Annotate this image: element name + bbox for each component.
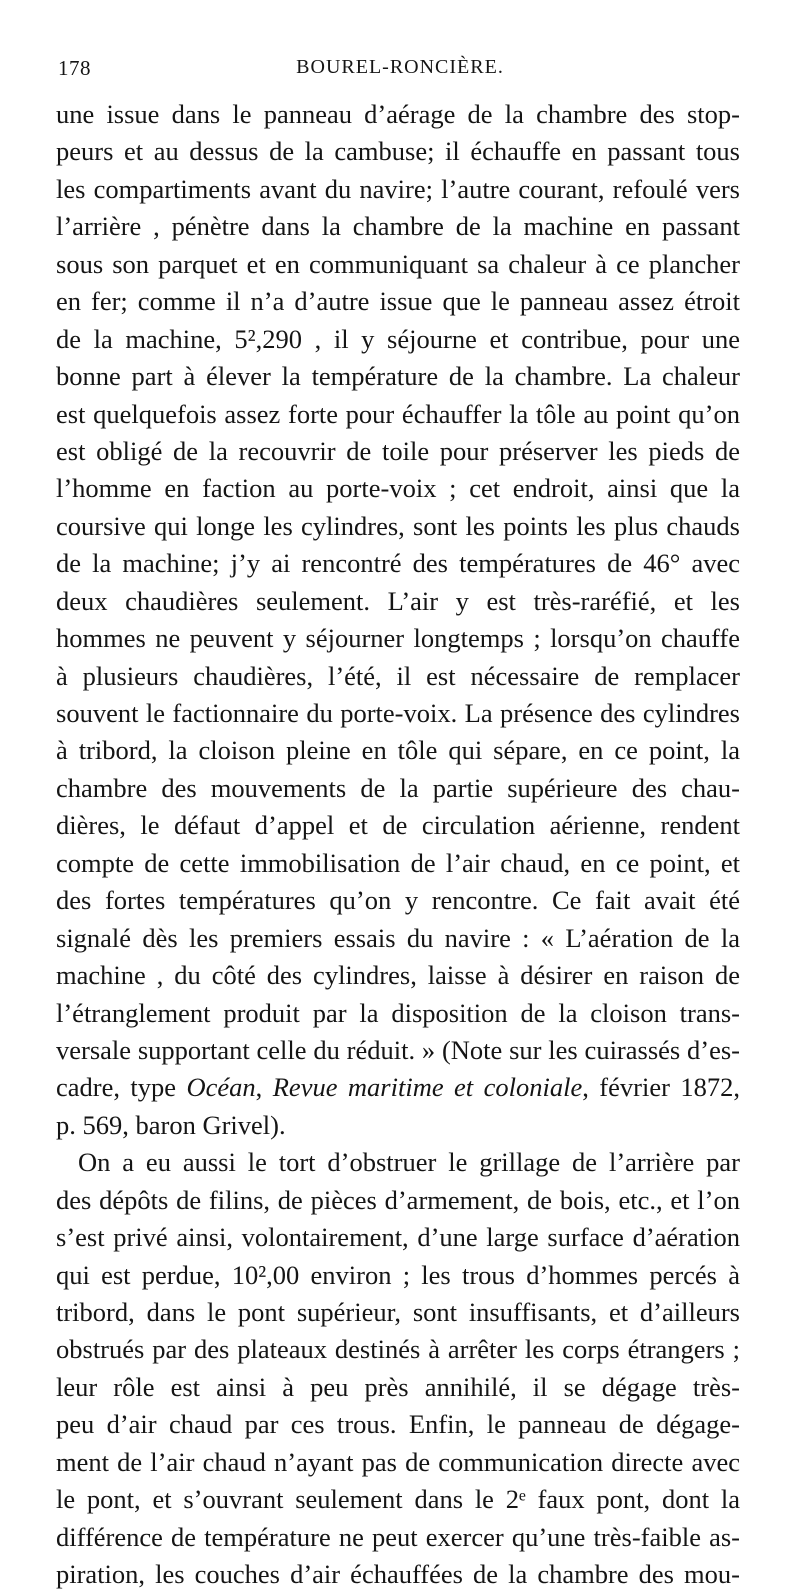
text-line: deux chaudières seulement. L’air y est très-raréfié, et les xyxy=(56,585,740,616)
text-run: , xyxy=(255,1072,273,1103)
text-line: de la machine, 5²,290 , il y séjourne et contribue, pour une xyxy=(56,323,740,354)
text-line: obstrués par des plateaux destinés à arrêter les corps étrangers ; xyxy=(56,1334,740,1365)
text-line: versale supportant celle du réduit. » (Note sur les cuirassés d’es- xyxy=(56,1034,740,1065)
text-line: le pont, et s’ouvrant seulement dans le 2ᵉ faux pont, dont la xyxy=(56,1484,740,1515)
body-text xyxy=(56,96,740,1594)
text-line: bonne part à élever la température de la chambre. La chaleur xyxy=(56,361,740,392)
page-number: 178 xyxy=(58,56,91,80)
text-line: de la machine; j’y ai rencontré des températures de 46° avec xyxy=(56,548,740,579)
paragraph-1 xyxy=(56,96,740,1069)
text-line: les compartiments avant du navire; l’autre courant, refoulé vers xyxy=(56,173,740,204)
text-line: à plusieurs chaudières, l’été, il est nécessaire de remplacer xyxy=(56,660,740,691)
text-line: l’étranglement produit par la disposition de la cloison trans- xyxy=(56,997,740,1028)
text-line: l’homme en faction au porte-voix ; cet endroit, ainsi que la xyxy=(56,473,740,504)
text-line: en fer; comme il n’a d’autre issue que le panneau assez étroit xyxy=(56,286,740,317)
text-line: hommes ne peuvent y séjourner longtemps ; lorsqu’on chauffe xyxy=(56,623,740,654)
text-line: p. 569, baron Grivel). xyxy=(56,1109,286,1140)
text-line: s’est privé ainsi, volontairement, d’une large surface d’aération xyxy=(56,1222,740,1253)
text-line: une issue dans le panneau d’aérage de la chambre des stop- xyxy=(56,99,740,129)
running-head: BOUREL-RONCIÈRE. xyxy=(296,56,504,78)
text-line: leur rôle est ainsi à peu près annihilé, il se dégage très- xyxy=(56,1371,740,1402)
text-line: dières, le défaut d’appel et de circulation aérienne, rendent xyxy=(56,810,740,841)
text-line: compte de cette immobilisation de l’air chaud, en ce point, et xyxy=(56,847,740,878)
text-line: signalé dès les premiers essais du navire : « L’aération de la xyxy=(56,922,740,953)
page-header xyxy=(50,56,750,92)
text-line: l’arrière , pénètre dans la chambre de la machine en passant xyxy=(56,211,740,242)
text-line: coursive qui longe les cylindres, sont les points les plus chauds xyxy=(56,510,740,541)
text-line: On a eu aussi le tort d’obstruer le grillage de l’arrière par xyxy=(78,1147,740,1178)
text-line: peurs et au dessus de la cambuse; il échauffe en passant tous xyxy=(56,136,740,167)
ship-type-name: Océan xyxy=(186,1072,256,1103)
text-line: est quelquefois assez forte pour échauffer la tôle au point qu’on xyxy=(56,398,740,429)
text-line: des dépôts de filins, de pièces d’armement, de bois, etc., et l’on xyxy=(56,1184,740,1215)
text-line: tribord, dans le pont supérieur, sont insuffisants, et d’ailleurs xyxy=(56,1297,740,1327)
text-line: des fortes températures qu’on y rencontre. Ce fait avait été xyxy=(56,885,740,916)
text-run: cadre, type xyxy=(56,1072,187,1103)
text-run: , février 1872, xyxy=(582,1072,740,1103)
text-line: est obligé de la recouvrir de toile pour préserver les pieds de xyxy=(56,435,740,466)
text-line: ment de l’air chaud n’ayant pas de communication directe avec xyxy=(56,1446,740,1477)
text-line: peu d’air chaud par ces trous. Enfin, le panneau de dégage- xyxy=(56,1409,740,1440)
text-line: à tribord, la cloison pleine en tôle qui sépare, en ce point, la xyxy=(56,735,740,766)
text-line: chambre des mouvements de la partie supérieure des chau- xyxy=(56,772,740,803)
journal-title: Revue maritime et coloniale xyxy=(272,1072,583,1103)
text-line: piration, les couches d’air échauffées de la chambre des mou- xyxy=(56,1559,740,1590)
text-line: sous son parquet et en communiquant sa chaleur à ce plancher xyxy=(56,248,740,279)
text-line: machine , du côté des cylindres, laisse à désirer en raison de xyxy=(56,960,740,991)
text-line: qui est perdue, 10²,00 environ ; les trous d’hommes percés à xyxy=(56,1259,740,1290)
paragraph-2 xyxy=(56,1144,740,1593)
text-line xyxy=(56,1069,740,1106)
text-line: différence de température ne peut exercer qu’une très-faible as- xyxy=(56,1521,740,1552)
text-line: souvent le factionnaire du porte-voix. La présence des cylindres xyxy=(56,698,740,728)
